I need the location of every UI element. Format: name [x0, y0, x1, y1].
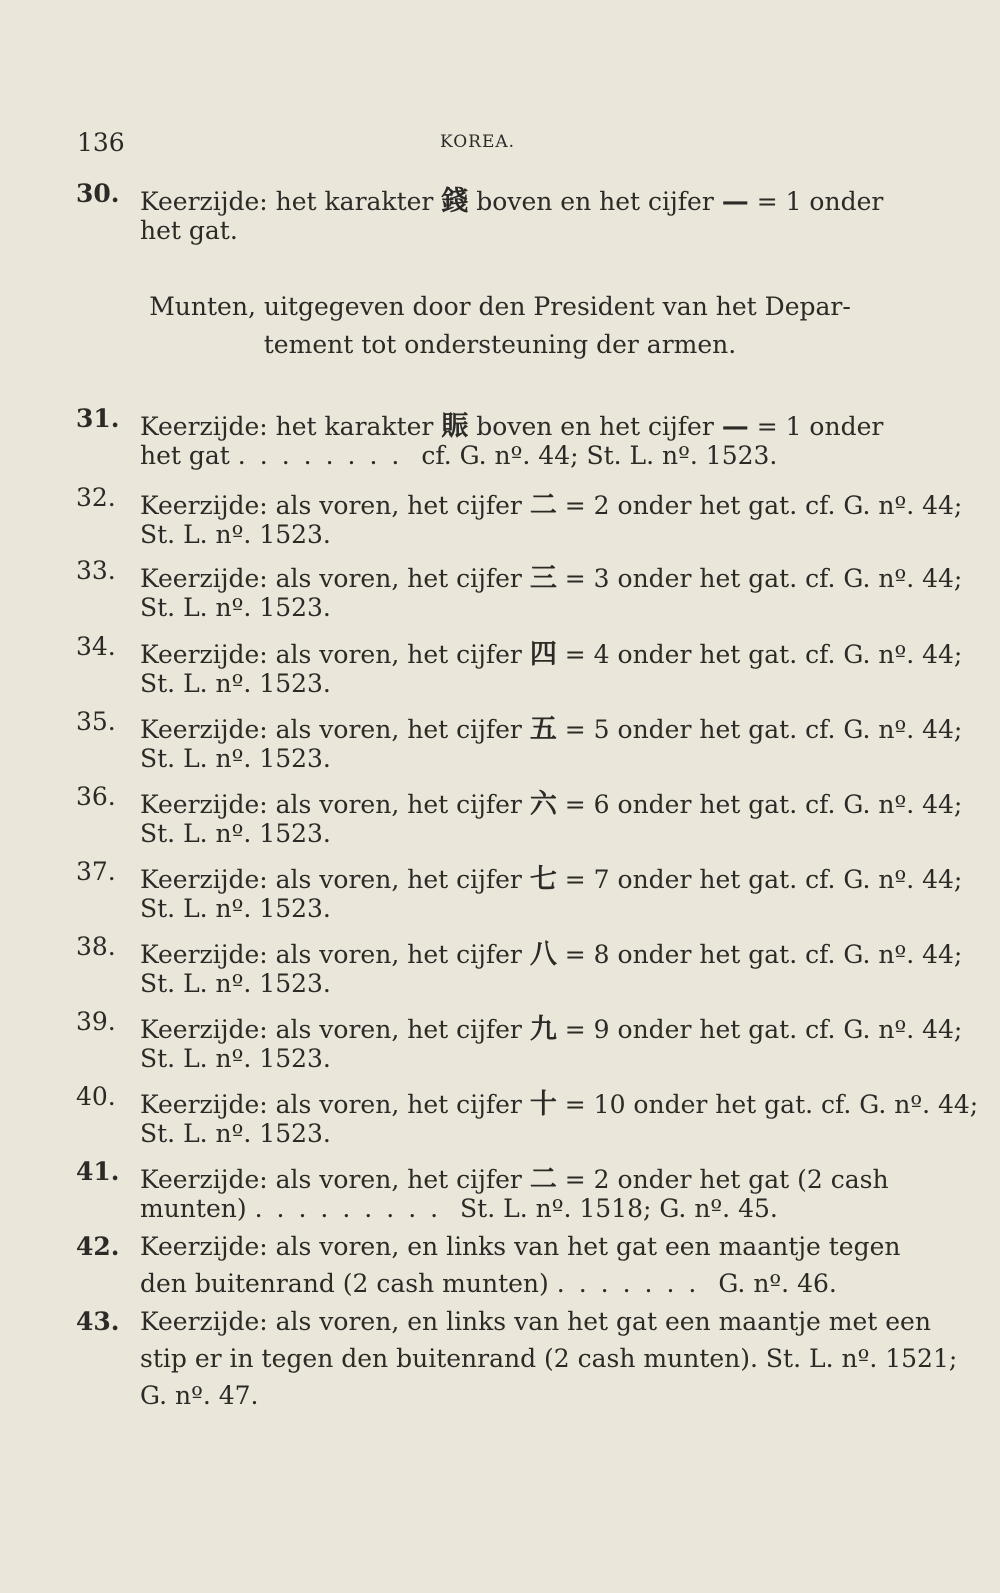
entry-number: 42. [76, 1232, 120, 1261]
entry-number: 35. [76, 707, 116, 736]
entry-number: 40. [76, 1082, 116, 1111]
entry-line: stip er in tegen den buitenrand (2 cash munten). St. L. nº. 1521; [140, 1344, 958, 1373]
entry-line: Keerzijde: als voren, het cijfer 四 = 4 onder het gat. cf. G. nº. 44; [140, 639, 963, 670]
entry-number: 36. [76, 782, 116, 811]
entry-line: Keerzijde: als voren, het cijfer 五 = 5 onder het gat. cf. G. nº. 44; [140, 714, 963, 745]
entry-line: Keerzijde: als voren, en links van het gat een maantje tegen [140, 1232, 901, 1261]
entry-line: St. L. nº. 1523. [140, 1044, 331, 1073]
entry-line: St. L. nº. 1523. [140, 744, 331, 773]
entry-number: 38. [76, 932, 116, 961]
entry-line: Keerzijde: als voren, het cijfer 三 = 3 onder het gat. cf. G. nº. 44; [140, 563, 963, 594]
entry-number: 32. [76, 483, 116, 512]
entry-line: munten) ......... St. L. nº. 1518; G. nº. 45. [140, 1194, 778, 1223]
entry-line: het gat ........ cf. G. nº. 44; St. L. nº. 1523. [140, 441, 778, 470]
entry-number: 41. [76, 1157, 120, 1186]
entry-line: St. L. nº. 1523. [140, 969, 331, 998]
entry-line: den buitenrand (2 cash munten) ....... G. nº. 46. [140, 1269, 837, 1298]
entry-line: Keerzijde: het karakter 錢 boven en het cijfer — = 1 onder [140, 186, 884, 217]
page-number: 136 [77, 128, 125, 157]
entry-line: Keerzijde: als voren, het cijfer 八 = 8 onder het gat. cf. G. nº. 44; [140, 939, 963, 970]
entry-number: 30. [76, 179, 120, 208]
entry-number: 33. [76, 556, 116, 585]
entry-number: 43. [76, 1307, 120, 1336]
entry-line: St. L. nº. 1523. [140, 520, 331, 549]
entry-line: Keerzijde: als voren, het cijfer 六 = 6 onder het gat. cf. G. nº. 44; [140, 789, 963, 820]
entry-line: St. L. nº. 1523. [140, 593, 331, 622]
section-heading-line-2: tement tot ondersteuning der armen. [263, 330, 737, 359]
page-header [0, 128, 1000, 168]
entry-number: 34. [76, 632, 116, 661]
entry-line: Keerzijde: als voren, het cijfer 二 = 2 onder het gat (2 cash [140, 1164, 889, 1195]
entry-line: Keerzijde: als voren, het cijfer 二 = 2 onder het gat. cf. G. nº. 44; [140, 490, 963, 521]
entry-line: Keerzijde: als voren, het cijfer 十 = 10 onder het gat. cf. G. nº. 44; [140, 1089, 979, 1120]
entry-line: Keerzijde: als voren, en links van het gat een maantje met een [140, 1307, 931, 1336]
entry-line: St. L. nº. 1523. [140, 819, 331, 848]
entry-number: 37. [76, 857, 116, 886]
entry-line: G. nº. 47. [140, 1381, 259, 1410]
entry-line: Keerzijde: als voren, het cijfer 九 = 9 onder het gat. cf. G. nº. 44; [140, 1014, 963, 1045]
entry-line: Keerzijde: als voren, het cijfer 七 = 7 onder het gat. cf. G. nº. 44; [140, 864, 963, 895]
entry-number: 39. [76, 1007, 116, 1036]
entry-line: St. L. nº. 1523. [140, 669, 331, 698]
entry-line: St. L. nº. 1523. [140, 1119, 331, 1148]
running-title: KOREA. [440, 132, 516, 152]
entry-line: St. L. nº. 1523. [140, 894, 331, 923]
section-heading-line-1: Munten, uitgegeven door den President van het Depar- [149, 292, 851, 321]
entry-line: Keerzijde: het karakter 賑 boven en het cijfer — = 1 onder [140, 411, 884, 442]
entry-line: het gat. [140, 216, 238, 245]
entry-number: 31. [76, 404, 120, 433]
